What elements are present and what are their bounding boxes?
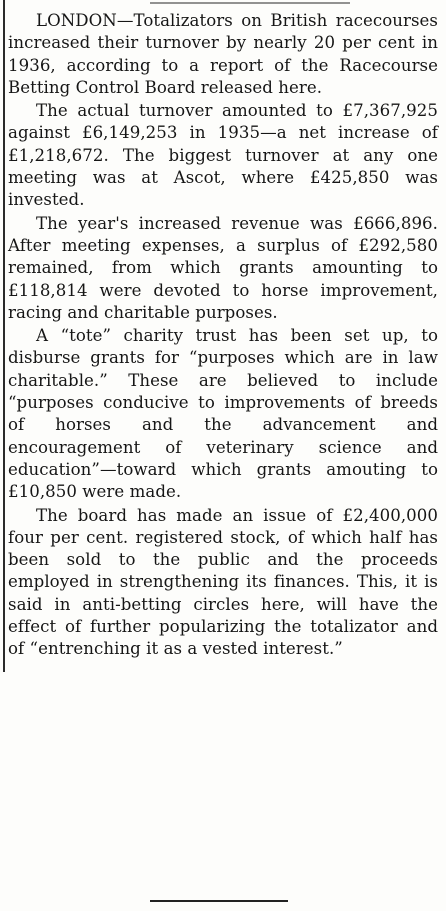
end-of-article-rule <box>150 900 288 902</box>
paragraph-1: LONDON—Totalizators on British racecourses increased their turnover by nearly 20 per cent in 1936, according to a report of the Racecourse Betting Control Board released here. <box>8 11 438 97</box>
paragraph-4: A “tote” charity trust has been set up, to disburse grants for “purposes which are in law charitable.” These are believed to include “purposes conducive to improvements of breeds of horses and the advancement and encouragement of veterinary science and education”—toward which grants amouting to £10,850 were made. <box>8 326 438 502</box>
top-column-rule <box>150 2 350 4</box>
paragraph-2: The actual turnover amounted to £7,367,925 against £6,149,253 in 1935—a net increase of £1,218,672. The biggest turnover at any one meeting was at Ascot, where £425,850 was invested. <box>8 101 438 210</box>
paragraph-5: The board has made an issue of £2,400,000 four per cent. registered stock, of which half has been sold to the public and the proceeds employed in strengthening its finances. This, it is said in anti-betting circles here, will have the effect of further popularizing the totalizator and of “entrenching it as a vested interest.” <box>3 505 438 661</box>
article-body <box>8 10 438 662</box>
paragraph-3: The year's increased revenue was £666,896. After meeting expenses, a surplus of £292,580 remained, from which grants amounting to £118,814 were devoted to horse improvement, racing and charitable purposes. <box>8 213 438 322</box>
